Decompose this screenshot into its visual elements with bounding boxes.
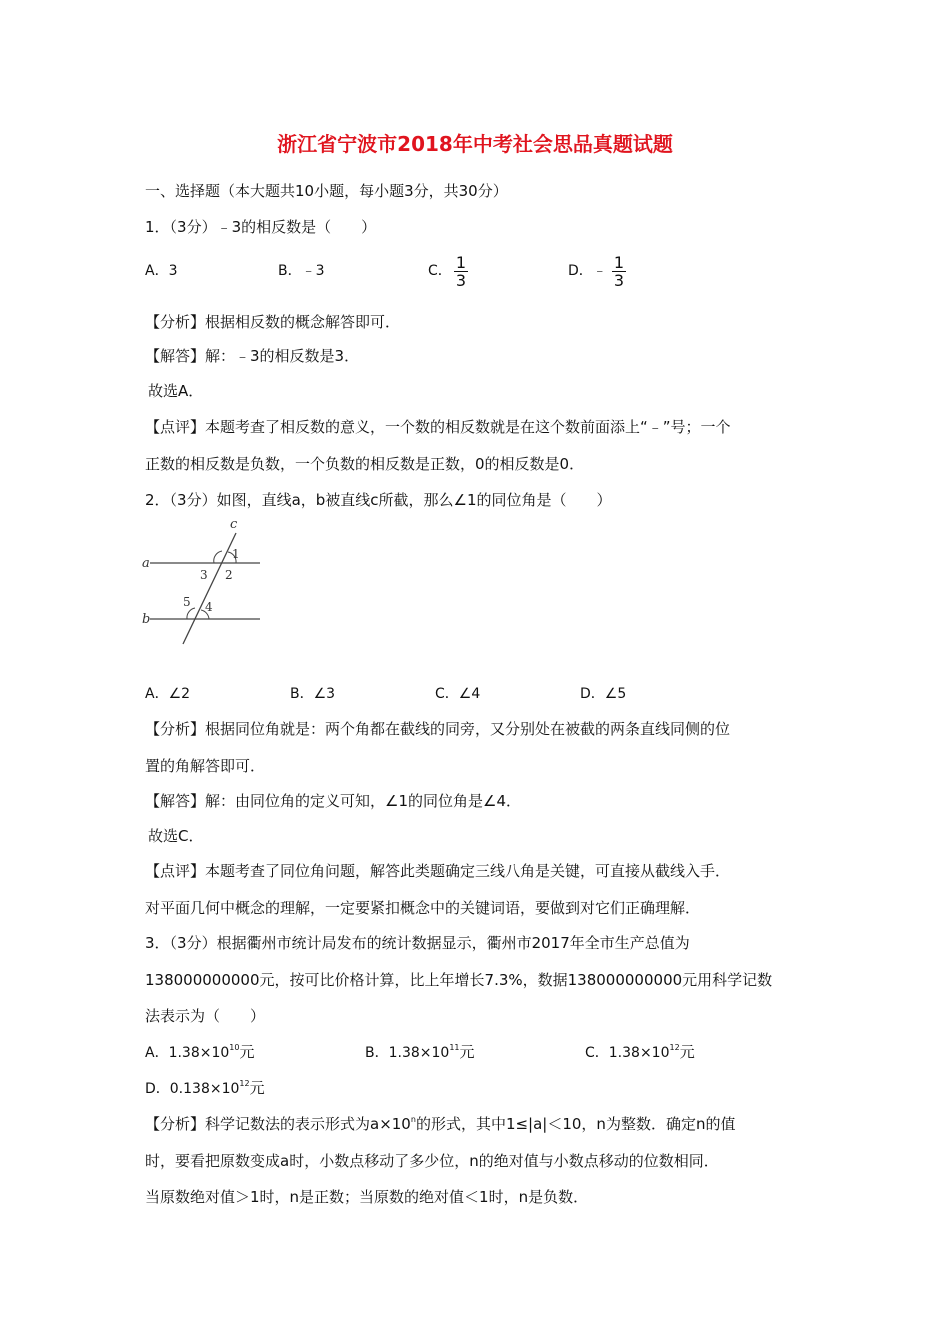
q3-option-a-exponent: 10 xyxy=(229,1043,240,1052)
q1-comment-line1: 【点评】本题考查了相反数的意义，一个数的相反数就是在这个数前面添上“﹣”号；一个 xyxy=(145,418,731,436)
q2-analysis-line1: 【分析】根据同位角就是：两个角都在截线的同旁，又分别处在被截的两条直线同侧的位 xyxy=(145,720,731,738)
fraction-numerator: 1 xyxy=(613,253,625,272)
label-angle-2: 2 xyxy=(225,568,233,582)
q2-choice: 故选C． xyxy=(148,827,204,845)
label-angle-1: 1 xyxy=(232,547,240,561)
q2-answer: 【解答】解：由同位角的定义可知，∠1的同位角是∠4． xyxy=(145,792,521,810)
q3-analysis-line2: 时，要看把原数变成a时，小数点移动了多少位，n的绝对值与小数点移动的位数相同． xyxy=(145,1152,719,1170)
q2-option-d: D．∠5 xyxy=(580,686,627,702)
q1-option-b: B．﹣3 xyxy=(278,263,325,279)
q1-analysis: 【分析】根据相反数的概念解答即可． xyxy=(145,313,401,331)
q3-option-d-exponent: 12 xyxy=(239,1079,250,1088)
q1-option-c: C． xyxy=(428,263,452,279)
angle-5-arc xyxy=(187,608,195,619)
q1-choice: 故选A． xyxy=(148,382,204,400)
label-angle-3: 3 xyxy=(200,568,208,582)
label-c: c xyxy=(230,517,238,532)
q3-analysis-line1-a: 【分析】科学记数法的表示形式为a×10 xyxy=(145,1115,411,1133)
q3-option-b-exponent: 11 xyxy=(449,1043,460,1052)
label-angle-5: 5 xyxy=(183,595,191,609)
label-a: a xyxy=(142,556,150,571)
q3-option-c-exponent: 12 xyxy=(669,1043,680,1052)
q2-stem: 2．（3分）如图，直线a，b被直线c所截，那么∠1的同位角是（ ） xyxy=(145,491,612,509)
q2-option-a: A．∠2 xyxy=(145,686,191,702)
q1-option-a: A．3 xyxy=(145,263,178,279)
q3-option-b-base: B．1.38×10 xyxy=(365,1045,450,1061)
q2-comment-line1: 【点评】本题考查了同位角问题，解答此类题确定三线八角是关键，可直接从截线入手． xyxy=(145,862,731,880)
q2-analysis-line2: 置的角解答即可． xyxy=(145,757,266,775)
fraction-denominator: 3 xyxy=(455,271,467,290)
q3-option-b-unit: 元 xyxy=(459,1043,475,1061)
q3-option-c-base: C．1.38×10 xyxy=(585,1045,670,1061)
q2-option-b: B．∠3 xyxy=(290,686,336,702)
q3-option-b xyxy=(365,1042,475,1063)
q1-stem: 1．（3分）﹣3的相反数是（ ） xyxy=(145,218,377,236)
q3-option-d-base: D．0.138×10 xyxy=(145,1081,240,1097)
q2-comment-line2: 对平面几何中概念的理解，一定要紧扣概念中的关键词语，要做到对它们正确理解． xyxy=(145,899,701,917)
q1-option-d: D．﹣ xyxy=(568,263,607,279)
q3-stem-line2: 138000000000元，按可比价格计算，比上年增长7.3%，数据138000000000元用科学记数 xyxy=(145,971,773,989)
q3-option-a-base: A．1.38×10 xyxy=(145,1045,230,1061)
q3-analysis-line1-b: 的形式，其中1≤|a|＜10，n为整数．确定n的值 xyxy=(415,1115,736,1133)
q3-option-c-unit: 元 xyxy=(679,1043,695,1061)
q3-analysis-line3: 当原数绝对值＞1时，n是正数；当原数的绝对值＜1时，n是负数． xyxy=(145,1188,589,1206)
q3-option-d xyxy=(145,1078,265,1099)
q3-option-a xyxy=(145,1042,255,1063)
q3-analysis-exponent: n xyxy=(410,1115,416,1124)
q3-option-c xyxy=(585,1042,695,1063)
fraction-numerator: 1 xyxy=(455,253,467,272)
line-c xyxy=(183,533,236,644)
q1-option-c-fraction xyxy=(453,254,469,289)
angle-3-arc xyxy=(214,551,222,563)
label-angle-4: 4 xyxy=(205,600,213,614)
q3-stem-line3: 法表示为（ ） xyxy=(145,1007,266,1025)
q1-comment-line2: 正数的相反数是负数，一个负数的相反数是正数，0的相反数是0． xyxy=(145,455,585,473)
document-title: 浙江省宁波市2018年中考社会思品真题试题 xyxy=(277,132,673,156)
q3-option-d-unit: 元 xyxy=(249,1079,265,1097)
q1-answer: 【解答】解：﹣3的相反数是3． xyxy=(145,347,360,365)
q2-option-c: C．∠4 xyxy=(435,686,481,702)
q3-analysis-line1 xyxy=(145,1114,735,1134)
q1-option-d-fraction xyxy=(611,254,627,289)
parallel-lines-figure xyxy=(140,515,270,655)
fraction-denominator: 3 xyxy=(613,271,625,290)
q3-option-a-unit: 元 xyxy=(239,1043,255,1061)
label-b: b xyxy=(142,612,151,627)
section-heading: 一、选择题（本大题共10小题，每小题3分，共30分） xyxy=(145,182,508,200)
q3-stem-line1: 3．（3分）根据衢州市统计局发布的统计数据显示，衢州市2017年全市生产总值为 xyxy=(145,934,690,952)
